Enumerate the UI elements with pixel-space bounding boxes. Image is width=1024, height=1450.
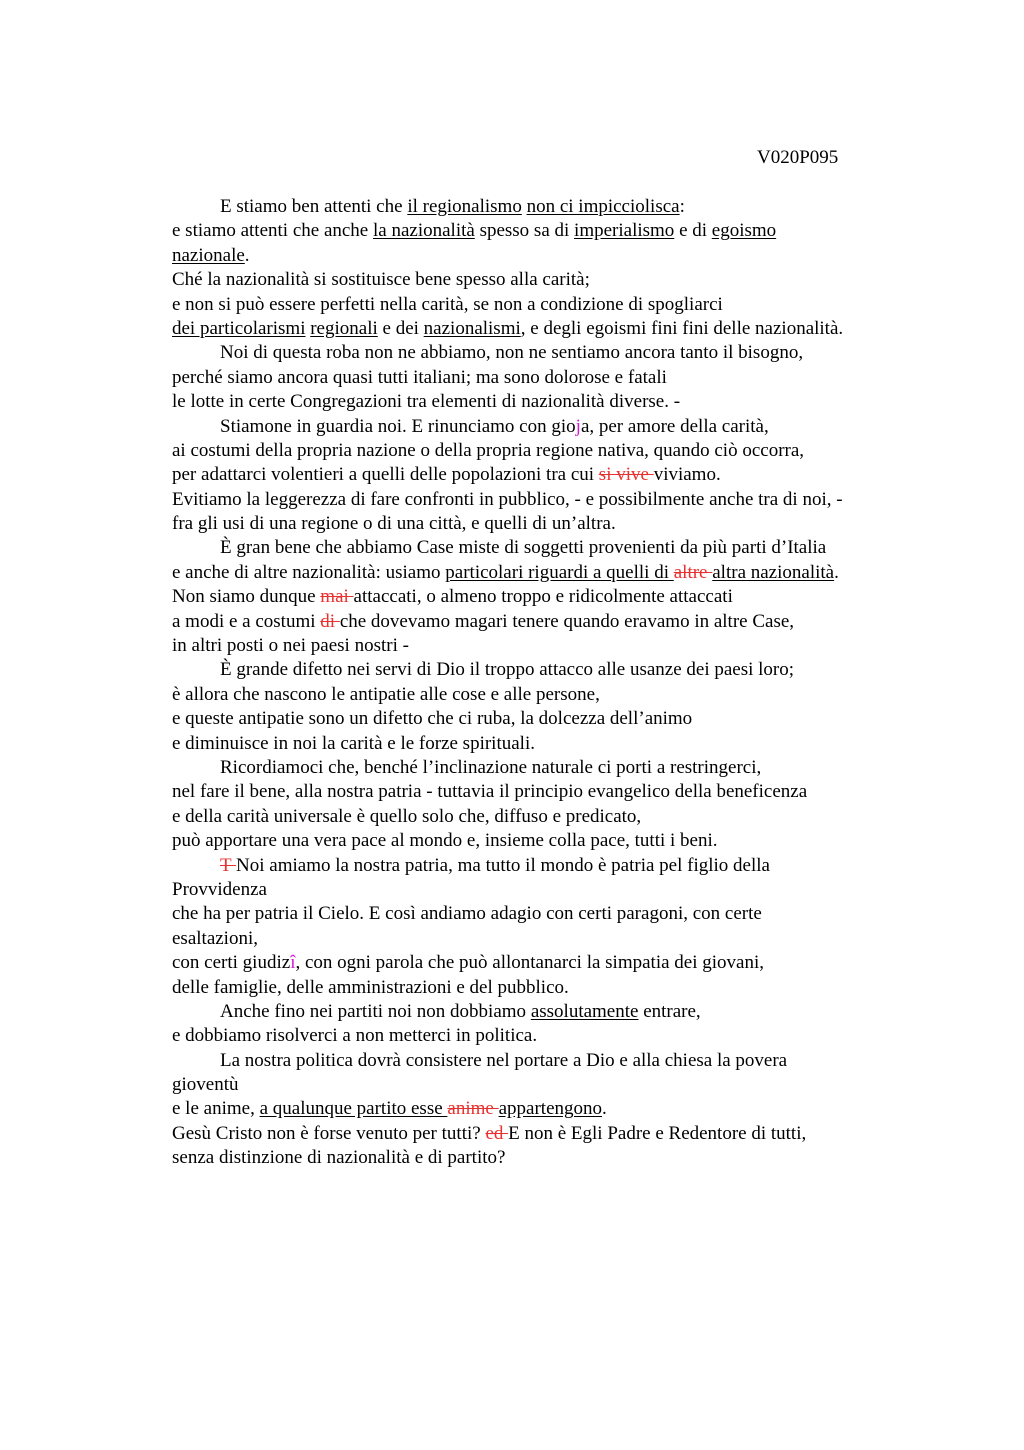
text-segment: che ha per patria il Cielo. E così andiamo adagio con certi paragoni, con certe [172,903,762,925]
text-line [172,902,912,926]
text-segment: È gran bene che abbiamo Case miste di soggetti provenienti da più parti d’Italia [220,537,827,559]
text-segment: nel fare il bene, alla nostra patria - tuttavia il principio evangelico della beneficenza [172,781,808,803]
underlined-text: assolutamente [530,1000,639,1022]
underlined-text: nazionale [172,244,245,266]
text-line [172,927,912,951]
underlined-text: il regionalismo [407,196,522,217]
text-line [172,415,912,439]
underlined-text: regionali [310,317,378,339]
text-line [172,732,912,756]
text-line [172,951,912,975]
underlined-text: dei particolarismi [172,317,306,339]
underlined-text: non ci impicciolisca [526,196,680,217]
text-segment: Noi amiamo la nostra patria, ma tutto il mondo è patria pel figlio della [236,854,770,876]
deleted-text: ed [485,1122,509,1144]
text-line [172,390,912,414]
text-segment: , con ogni parola che può allontanarci la simpatia dei giovani, [295,952,764,974]
text-line [172,1024,912,1048]
inserted-text: î [290,952,296,974]
text-line [172,268,912,292]
text-segment: Ché la nazionalità si sostituisce bene spesso alla carità; [172,269,590,291]
text-segment: e dei [377,317,424,339]
deleted-text: T [220,854,237,876]
text-line [172,488,912,512]
text-segment: che dovevamo magari tenere quando eravamo in altre Case, [339,610,795,632]
text-line [172,463,912,487]
text-segment: Anche fino nei partiti noi non dobbiamo [220,1000,531,1022]
text-segment: Gesù Cristo non è forse venuto per tutti? [172,1122,486,1144]
document-body [172,195,912,1171]
text-line [172,341,912,365]
text-segment: le lotte in certe Congregazioni tra elementi di nazionalità diverse. - [172,391,681,413]
underlined-text: particolari riguardi a quelli di [445,561,674,583]
text-segment: e queste antipatie sono un difetto che ci ruba, la dolcezza dell’animo [172,708,693,730]
text-line [172,366,912,390]
text-segment: È grande difetto nei servi di Dio il troppo attacco alle usanze dei paesi loro; [220,659,795,681]
deleted-text: di [320,610,340,632]
text-line [172,756,912,780]
text-line [172,780,912,804]
text-segment: perché siamo ancora quasi tutti italiani; ma sono dolorose e fatali [172,366,667,388]
text-segment: e di [674,220,712,242]
text-segment: Non siamo dunque [172,586,321,608]
deleted-text: mai [320,586,354,608]
text-segment: : [679,196,685,217]
text-line [172,976,912,1000]
text-line [172,1073,912,1097]
text-segment: E stiamo ben attenti che [220,196,408,217]
text-segment: E non è Egli Padre e Redentore di tutti, [508,1122,807,1144]
text-line [172,219,912,243]
text-segment: e diminuisce in noi la carità e le forze spirituali. [172,732,535,754]
text-line [172,610,912,634]
text-line [172,244,912,268]
text-segment: , e degli egoismi fini fini delle nazionalità. [520,317,844,339]
text-line [172,878,912,902]
text-segment: ai costumi della propria nazione o della propria regione nativa, quando ciò occorra, [172,439,805,461]
text-segment: e anche di altre nazionalità: usiamo [172,561,446,583]
text-line [172,512,912,536]
text-segment: è allora che nascono le antipatie alle cose e alle persone, [172,683,600,705]
text-line [172,195,912,219]
underlined-text: la nazionalità [373,220,475,242]
text-line [172,1000,912,1024]
text-segment: spesso sa di [474,220,575,242]
text-line [172,1097,912,1121]
text-segment: Stiamone in guardia noi. E rinunciamo con gio [220,415,576,437]
text-line [172,1146,912,1170]
inserted-text: j [575,415,581,437]
text-segment: e della carità universale è quello solo che, diffuso e predicato, [172,805,642,827]
text-segment: delle famiglie, delle amministrazioni e del pubblico. [172,976,569,998]
text-segment: attaccati, o almeno troppo e ridicolmente attaccati [353,586,733,608]
text-line [172,439,912,463]
deleted-text: anime [447,1098,499,1120]
deleted-text: si vive [598,464,654,486]
text-segment: viviamo. [653,464,721,486]
underlined-text: egoismo [711,220,777,242]
text-segment: può apportare una vera pace al mondo e, insieme colla pace, tutti i beni. [172,830,718,852]
deleted-text: altre [673,561,713,583]
underlined-text: appartengono [498,1098,603,1120]
text-line [172,293,912,317]
text-segment: e dobbiamo risolverci a non metterci in politica. [172,1025,538,1047]
text-segment: Noi di questa roba non ne abbiamo, non ne sentiamo ancora tanto il bisogno, [220,342,804,364]
text-segment: e stiamo attenti che anche [172,220,373,242]
underlined-text: imperialismo [574,220,675,242]
text-line [172,707,912,731]
text-segment: per adattarci volentieri a quelli delle popolazioni tra cui [172,464,599,486]
text-line [172,536,912,560]
text-segment: a modi e a costumi [172,610,321,632]
text-segment: e le anime, [172,1098,260,1120]
text-segment: Ricordiamoci che, benché l’inclinazione naturale ci porti a restringerci, [220,756,762,778]
text-segment: La nostra politica dovrà consistere nel portare a Dio e alla chiesa la povera [220,1049,788,1071]
text-segment: entrare, [638,1000,701,1022]
text-line [172,805,912,829]
underlined-text: a qualunque partito esse [259,1098,448,1120]
text-segment: e non si può essere perfetti nella carità, se non a condizione di spogliarci [172,293,723,315]
text-segment: a, per amore della carità, [580,415,769,437]
text-segment: con certi giudiz [172,952,291,974]
text-line [172,561,912,585]
text-segment: . [602,1098,607,1120]
page-identifier: V020P095 [757,147,839,168]
text-line [172,854,912,878]
text-segment: fra gli usi di una regione o di una città, e quelli di un’altra. [172,513,616,535]
text-line [172,1122,912,1146]
text-line [172,585,912,609]
text-line [172,829,912,853]
text-line [172,658,912,682]
underlined-text: nazionalismi [423,317,521,339]
text-segment: senza distinzione di nazionalità e di partito? [172,1147,506,1169]
text-line [172,1049,912,1073]
text-segment: esaltazioni, [172,927,258,949]
text-segment: . [244,244,250,266]
underlined-text: altra nazionalità [712,561,835,583]
text-line [172,683,912,707]
text-segment: in altri posti o nei paesi nostri - [172,635,409,657]
text-line [172,317,912,341]
text-line [172,634,912,658]
text-segment: . [834,561,839,583]
text-segment: Provvidenza [172,878,267,900]
text-segment: gioventù [172,1074,239,1096]
text-segment: Evitiamo la leggerezza di fare confronti in pubblico, - e possibilmente anche tra di noi, - [172,488,843,510]
